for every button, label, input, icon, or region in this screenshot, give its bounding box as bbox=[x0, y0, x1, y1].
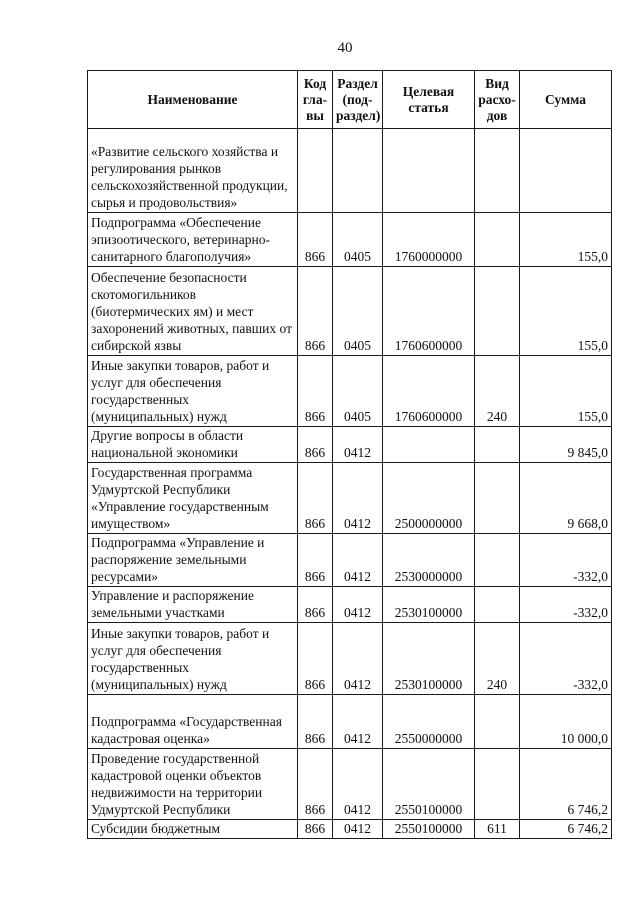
row-section: 0412 bbox=[333, 427, 383, 463]
row-section bbox=[333, 129, 383, 213]
row-name: Иные закупки товаров, работ и услуг для обеспечения государственных (муниципальных) нужд bbox=[88, 623, 298, 695]
row-code: 866 bbox=[298, 267, 333, 356]
row-name: Управление и распоряжение земельными участками bbox=[88, 587, 298, 623]
row-target: 2550100000 bbox=[383, 820, 475, 839]
row-amount bbox=[520, 129, 612, 213]
column-header-target: Целевая статья bbox=[383, 71, 475, 129]
column-header-amount: Сумма bbox=[520, 71, 612, 129]
row-code: 866 bbox=[298, 587, 333, 623]
row-code bbox=[298, 129, 333, 213]
row-code: 866 bbox=[298, 356, 333, 427]
row-type bbox=[475, 267, 520, 356]
row-amount: 155,0 bbox=[520, 213, 612, 267]
row-type bbox=[475, 129, 520, 213]
row-type bbox=[475, 534, 520, 587]
row-section: 0412 bbox=[333, 623, 383, 695]
column-header-type: Вид расхо-дов bbox=[475, 71, 520, 129]
row-type: 240 bbox=[475, 356, 520, 427]
row-target: 2530000000 bbox=[383, 534, 475, 587]
row-target: 1760000000 bbox=[383, 213, 475, 267]
column-header-name: Наименование bbox=[88, 71, 298, 129]
row-amount: 9 668,0 bbox=[520, 463, 612, 534]
row-type bbox=[475, 587, 520, 623]
row-name: Другие вопросы в области национальной экономики bbox=[88, 427, 298, 463]
row-type bbox=[475, 749, 520, 820]
row-section: 0412 bbox=[333, 820, 383, 839]
row-section: 0405 bbox=[333, 356, 383, 427]
row-amount: -332,0 bbox=[520, 587, 612, 623]
column-header-section: Раздел (под-раздел) bbox=[333, 71, 383, 129]
row-target bbox=[383, 427, 475, 463]
row-type bbox=[475, 695, 520, 749]
table-row bbox=[88, 356, 612, 427]
row-amount: 6 746,2 bbox=[520, 820, 612, 839]
table-row bbox=[88, 534, 612, 587]
row-target: 2550100000 bbox=[383, 749, 475, 820]
row-type bbox=[475, 427, 520, 463]
row-code: 866 bbox=[298, 427, 333, 463]
table-row bbox=[88, 129, 612, 213]
row-code: 866 bbox=[298, 695, 333, 749]
row-target: 2550000000 bbox=[383, 695, 475, 749]
row-code: 866 bbox=[298, 534, 333, 587]
row-name: «Развитие сельского хозяйства и регулирования рынков сельскохозяйственной продукции, сырья и продовольствия» bbox=[88, 129, 298, 213]
table-row bbox=[88, 213, 612, 267]
budget-table bbox=[87, 70, 612, 839]
row-target: 2500000000 bbox=[383, 463, 475, 534]
table-row bbox=[88, 587, 612, 623]
row-section: 0412 bbox=[333, 463, 383, 534]
row-amount: -332,0 bbox=[520, 534, 612, 587]
row-section: 0412 bbox=[333, 534, 383, 587]
row-section: 0412 bbox=[333, 587, 383, 623]
table-row bbox=[88, 463, 612, 534]
row-target: 1760600000 bbox=[383, 267, 475, 356]
row-name: Субсидии бюджетным bbox=[88, 820, 298, 839]
row-amount: 155,0 bbox=[520, 356, 612, 427]
table-row bbox=[88, 427, 612, 463]
row-section: 0405 bbox=[333, 213, 383, 267]
row-name: Подпрограмма «Управление и распоряжение земельными ресурсами» bbox=[88, 534, 298, 587]
row-target: 1760600000 bbox=[383, 356, 475, 427]
row-type: 240 bbox=[475, 623, 520, 695]
row-section: 0412 bbox=[333, 749, 383, 820]
table-row bbox=[88, 820, 612, 839]
row-name: Подпрограмма «Обеспечение эпизоотического, ветеринарно-санитарного благополучия» bbox=[88, 213, 298, 267]
row-target: 2530100000 bbox=[383, 623, 475, 695]
row-amount: 9 845,0 bbox=[520, 427, 612, 463]
page-number: 40 bbox=[337, 40, 353, 56]
row-type bbox=[475, 213, 520, 267]
row-code: 866 bbox=[298, 213, 333, 267]
row-amount: -332,0 bbox=[520, 623, 612, 695]
row-amount: 6 746,2 bbox=[520, 749, 612, 820]
row-name: Государственная программа Удмуртской Республики «Управление государственным имуществом» bbox=[88, 463, 298, 534]
row-name: Обеспечение безопасности скотомогильников (биотермических ям) и мест захоронений животных, павших от сибирской язвы bbox=[88, 267, 298, 356]
table-row bbox=[88, 267, 612, 356]
table-row bbox=[88, 695, 612, 749]
row-code: 866 bbox=[298, 463, 333, 534]
column-header-code: Код гла-вы bbox=[298, 71, 333, 129]
table-row bbox=[88, 749, 612, 820]
row-type: 611 bbox=[475, 820, 520, 839]
row-target bbox=[383, 129, 475, 213]
row-section: 0405 bbox=[333, 267, 383, 356]
table-row bbox=[88, 623, 612, 695]
row-section: 0412 bbox=[333, 695, 383, 749]
row-name: Иные закупки товаров, работ и услуг для обеспечения государственных (муниципальных) нужд bbox=[88, 356, 298, 427]
row-code: 866 bbox=[298, 623, 333, 695]
row-name: Проведение государственной кадастровой оценки объектов недвижимости на территории Удмуртской Республики bbox=[88, 749, 298, 820]
row-name: Подпрограмма «Государственная кадастровая оценка» bbox=[88, 695, 298, 749]
row-amount: 10 000,0 bbox=[520, 695, 612, 749]
row-target: 2530100000 bbox=[383, 587, 475, 623]
row-code: 866 bbox=[298, 749, 333, 820]
row-type bbox=[475, 463, 520, 534]
row-amount: 155,0 bbox=[520, 267, 612, 356]
row-code: 866 bbox=[298, 820, 333, 839]
table-header-row bbox=[88, 71, 612, 129]
